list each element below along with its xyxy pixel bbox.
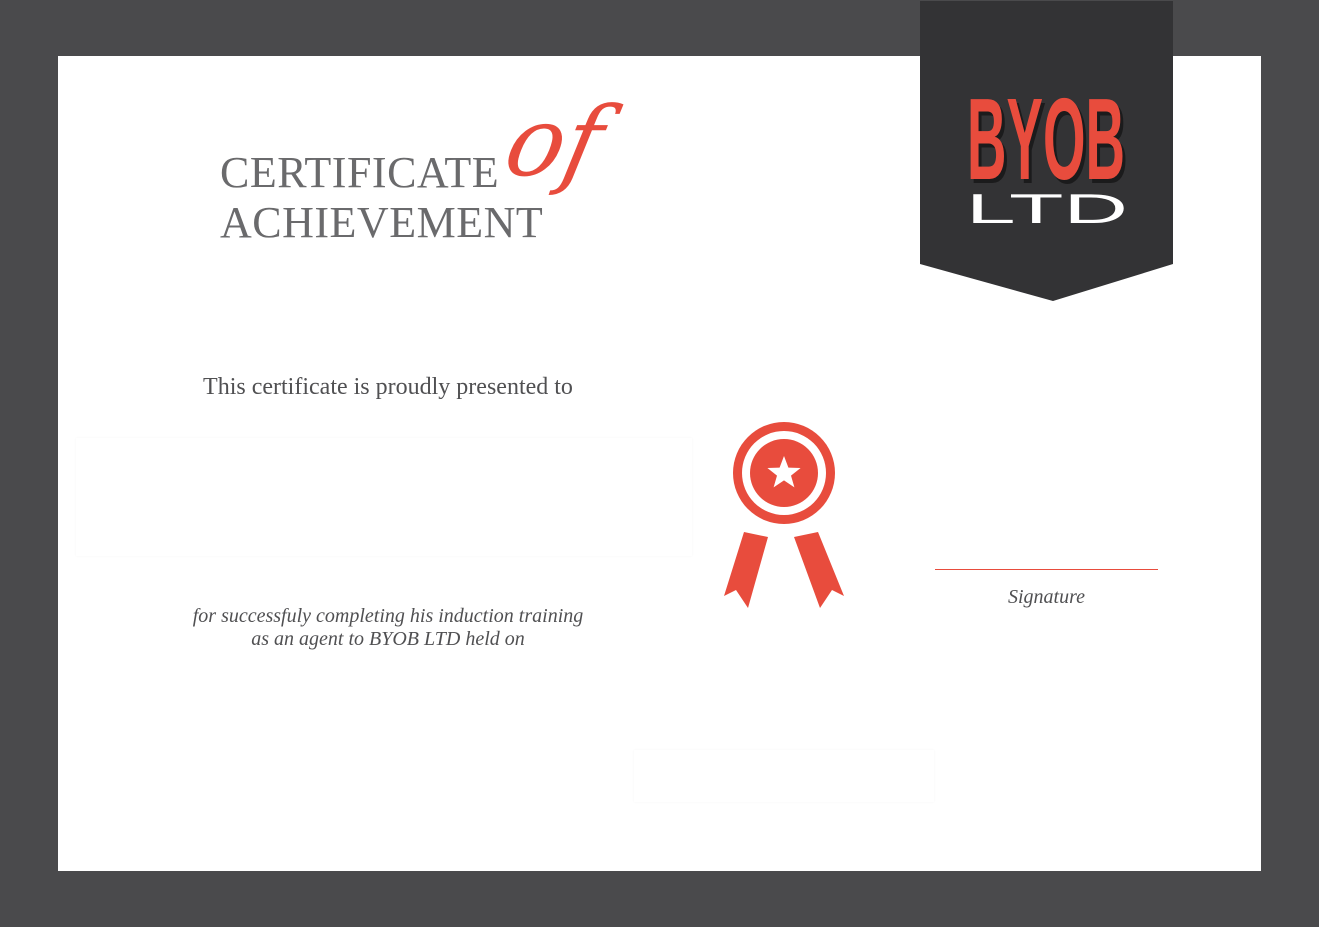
date-field [634,750,934,802]
presented-text: This certificate is proudly presented to [203,374,573,400]
reason-line-1: for successfuly completing his induction training [192,605,584,627]
logo-text-shadow: BYOB [970,78,1128,208]
signature-label: Signature [1007,586,1086,608]
award-ribbon-icon [722,420,846,612]
title-script-of: of [496,86,614,198]
logo-text-byob: BYOB [967,74,1125,204]
title-line-achievement: ACHIEVEMENT [220,198,544,247]
byob-logo-banner [920,1,1173,301]
reason-text [118,605,658,651]
recipient-name-field [76,438,692,556]
reason-line-2: as an agent to BYOB LTD held on [251,628,525,650]
certificate-title [220,148,543,248]
logo-text-ltd: LTD [966,185,1128,232]
title-line-certificate: CERTIFICATE [220,148,500,197]
signature-line [935,569,1158,570]
